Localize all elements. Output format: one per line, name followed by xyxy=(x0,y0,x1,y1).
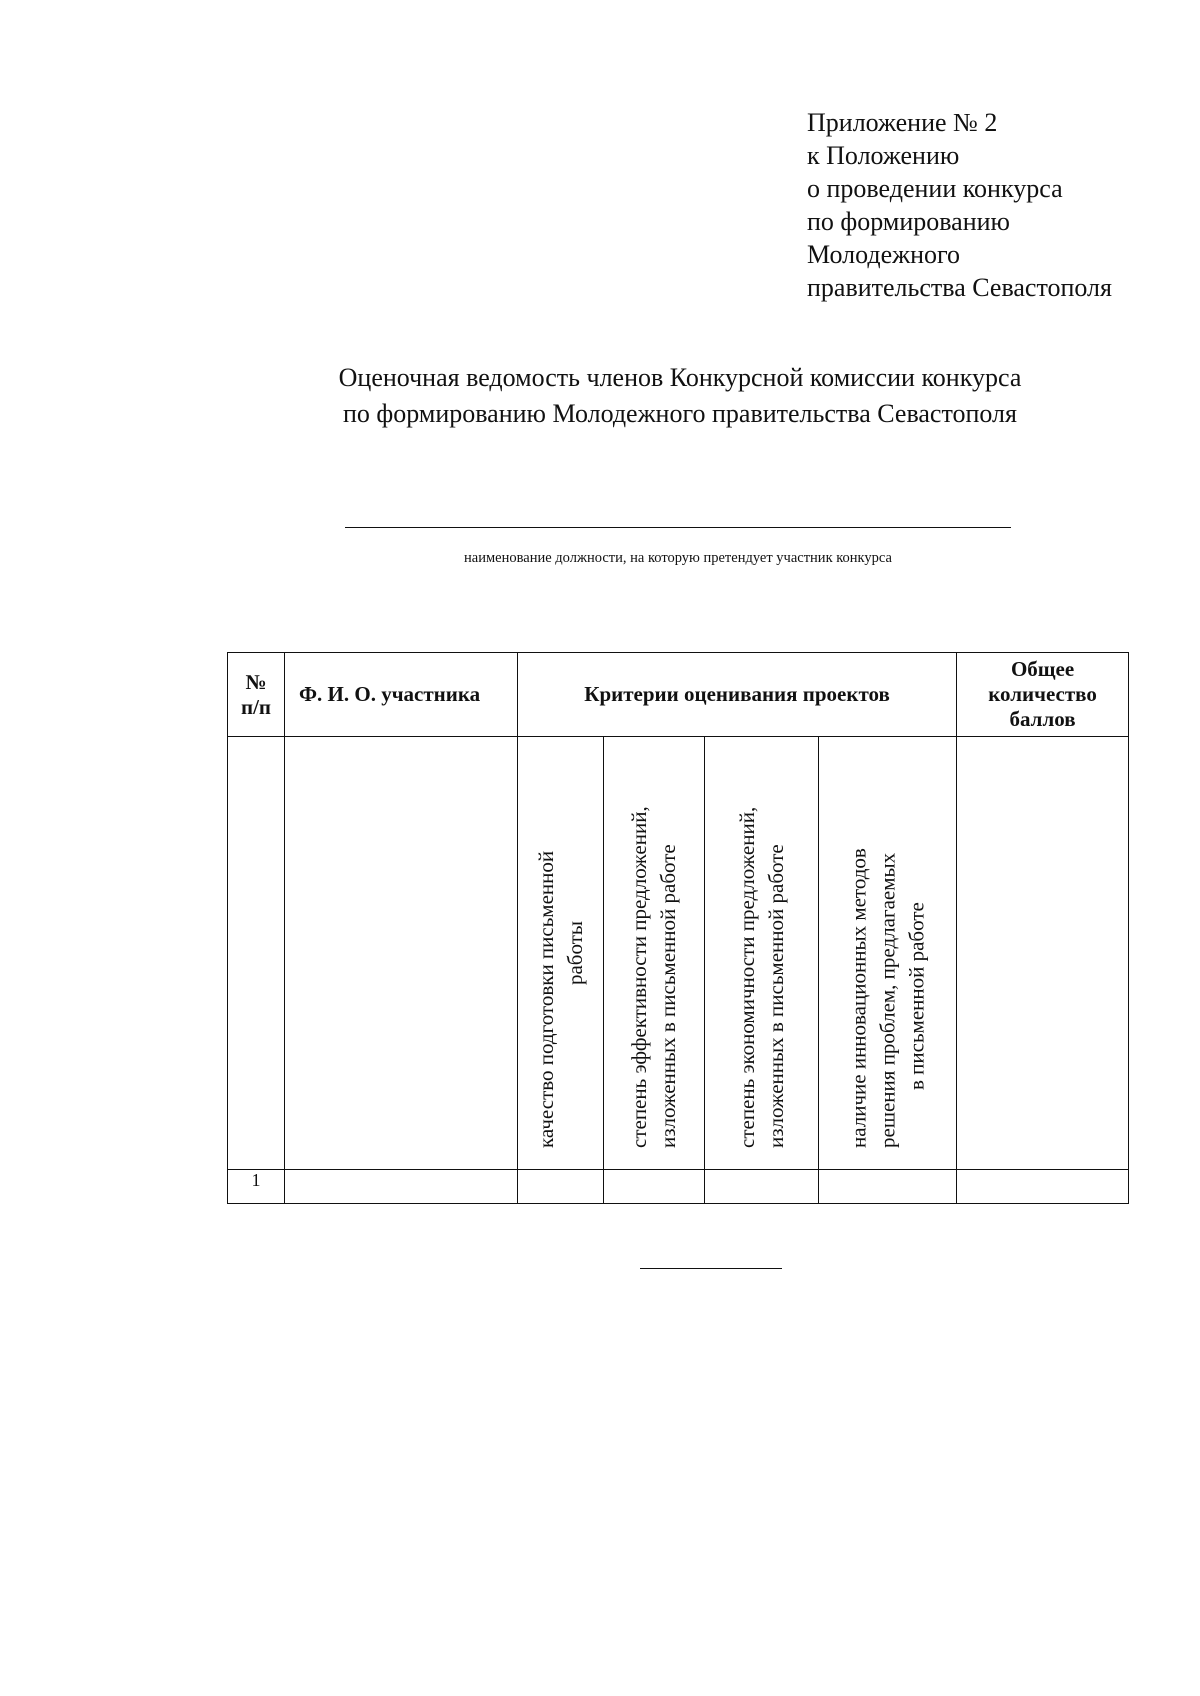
criterion-economy xyxy=(705,737,819,1170)
header-num-line: № xyxy=(245,669,267,694)
appendix-line: правительства Севастополя xyxy=(807,273,1112,302)
criterion-text xyxy=(532,758,590,1148)
criterion-line: в письменной работе xyxy=(904,902,929,1090)
appendix-line: Молодежного xyxy=(807,240,961,269)
row-score xyxy=(819,1170,957,1204)
header-criteria: Критерии оценивания проектов xyxy=(518,653,957,737)
header-num-line: п/п xyxy=(240,694,272,719)
evaluation-table xyxy=(227,652,1129,1204)
criterion-line: степень эффективности предложений, xyxy=(627,806,651,1148)
appendix-line: к Положению xyxy=(807,141,960,170)
row-fio xyxy=(285,1170,518,1204)
criterion-text xyxy=(625,758,683,1148)
row-score xyxy=(518,1170,604,1204)
criterion-line: изложенных в письменной работе xyxy=(656,844,680,1148)
document-title xyxy=(140,360,1200,432)
header-num xyxy=(228,653,285,737)
appendix-line: по формированию xyxy=(807,207,1010,236)
criterion-line: работы xyxy=(562,921,587,986)
criteria-blank-cell xyxy=(228,737,285,1170)
appendix-number: Приложение № 2 xyxy=(807,108,998,137)
table-header-row xyxy=(228,653,1129,737)
table-row xyxy=(228,1170,1129,1204)
criterion-innovation xyxy=(819,737,957,1170)
position-caption: наименование должности, на которую претендует участник конкурса xyxy=(464,550,892,566)
end-separator-line xyxy=(640,1268,782,1269)
criteria-row xyxy=(228,737,1129,1170)
header-fio: Ф. И. О. участника xyxy=(285,653,518,737)
criterion-line: степень экономичности предложений, xyxy=(734,806,759,1148)
header-total xyxy=(957,653,1129,737)
appendix-reference xyxy=(807,106,1187,304)
appendix-line: о проведении конкурса xyxy=(807,174,1063,203)
criterion-effectiveness xyxy=(604,737,705,1170)
row-score xyxy=(705,1170,819,1204)
header-total-line: количество xyxy=(988,682,1097,706)
criterion-line: качество подготовки письменной xyxy=(533,850,558,1148)
position-blank-line xyxy=(345,527,1011,528)
criterion-line: изложенных в письменной работе xyxy=(763,844,788,1148)
row-number: 1 xyxy=(228,1170,285,1204)
criteria-blank-cell xyxy=(957,737,1129,1170)
criterion-line: наличие инновационных методов xyxy=(846,848,871,1148)
row-score xyxy=(604,1170,705,1204)
header-total-line: баллов xyxy=(1009,707,1076,731)
criterion-text xyxy=(733,758,791,1148)
criterion-text xyxy=(844,758,931,1148)
row-total xyxy=(957,1170,1129,1204)
criterion-quality xyxy=(518,737,604,1170)
header-total-line: Общее xyxy=(1010,657,1075,681)
criterion-line: решения проблем, предлагаемых xyxy=(875,852,900,1148)
title-line: Оценочная ведомость членов Конкурсной комиссии конкурса xyxy=(338,363,1022,392)
title-line: по формированию Молодежного правительства Севастополя xyxy=(343,399,1017,428)
criteria-blank-cell xyxy=(285,737,518,1170)
